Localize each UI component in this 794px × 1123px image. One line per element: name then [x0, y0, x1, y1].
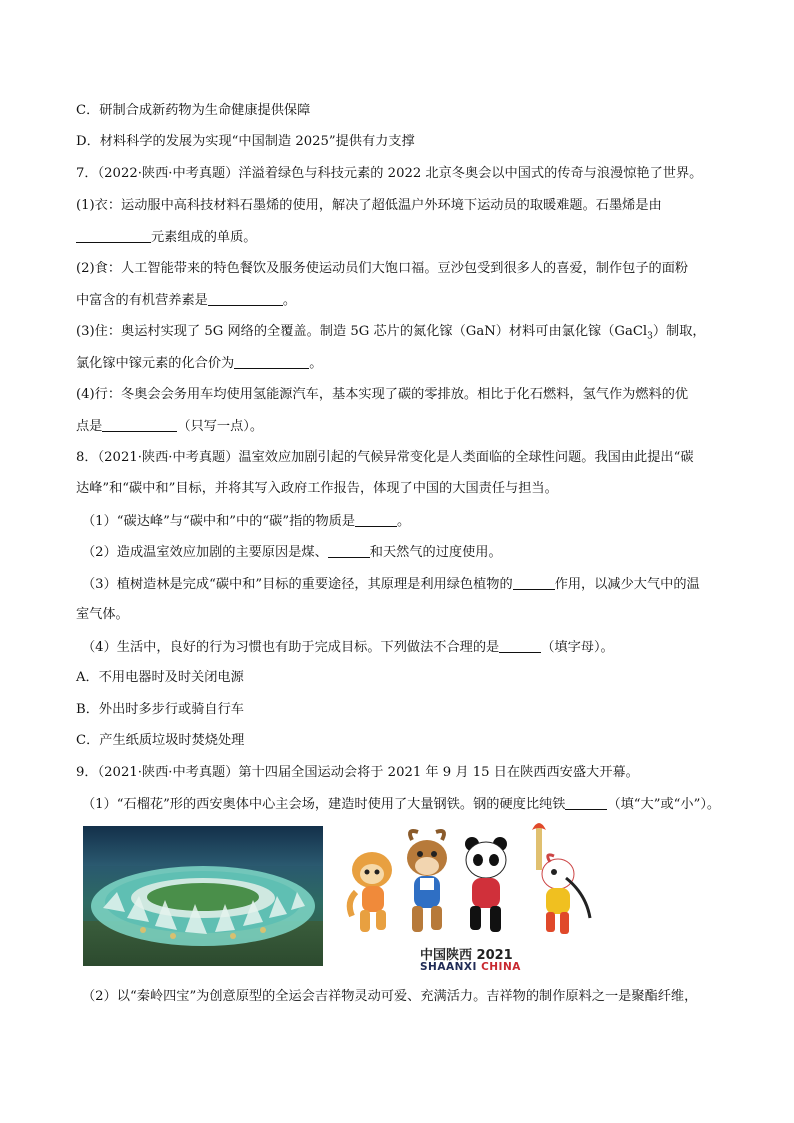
q8-option-b: B．外出时多步行或骑自行车	[76, 702, 244, 717]
q8-part3-line1: （3）植树造林是完成“碳中和”目标的重要途径，其原理是利用绿色植物的 作用，以减少大气中的温	[82, 577, 700, 592]
question-7-stem: 7．（2022·陕西·中考真题）洋溢着绿色与科技元素的 2022 北京冬奥会以中国式的传奇与浪漫惊艳了世界。	[76, 166, 703, 181]
mascot-takin	[407, 831, 447, 932]
answer-blank	[102, 417, 177, 432]
option-c-line: C．研制合成新药物为生命健康提供保障	[76, 103, 311, 118]
answer-blank	[234, 354, 309, 369]
q7-part1-line1: (1)衣：运动服中高科技材料石墨烯的使用，解决了超低温户外环境下运动员的取暖难题。石墨烯是由	[76, 198, 662, 213]
q7-part4-line1: (4)行：冬奥会会务用车均使用氢能源汽车，基本实现了碳的零排放。相比于化石燃料，氢气作为燃料的优	[76, 387, 689, 402]
q7-part3-line2: 氯化镓中镓元素的化合价为 。	[76, 356, 323, 371]
q7-part1-line2: 元素组成的单质。	[76, 228, 724, 247]
mascot-crested-ibis	[532, 823, 590, 934]
q8-part3-line2: 室气体。	[76, 607, 129, 622]
question-8-stem-2: 达峰”和“碳中和”目标，并将其写入政府工作报告，体现了中国的大国责任与担当。	[76, 481, 558, 496]
q8-part1: （1）“碳达峰”与“碳中和”中的“碳”指的物质是 。	[82, 514, 411, 529]
q7-part4-line2: 点是 （只写一点）。	[76, 419, 264, 434]
games-logo-chinese: 中国陕西 2021	[420, 948, 513, 963]
q9-part2: （2）以“秦岭四宝”为创意原型的全运会吉祥物灵动可爱、充满活力。吉祥物的制作原料之一是聚酯纤维，	[82, 989, 698, 1004]
answer-blank	[76, 228, 151, 243]
stadium-photo	[83, 826, 323, 966]
mascot-panda	[465, 837, 507, 932]
q8-part4: （4）生活中，良好的行为习惯也有助于完成目标。下列做法不合理的是 （填字母）。	[82, 640, 614, 655]
q8-option-c: C．产生纸质垃圾时焚烧处理	[76, 733, 245, 748]
answer-blank	[208, 291, 283, 306]
answer-blank	[355, 512, 397, 527]
option-d-line: D．材料科学的发展为实现“中国制造 2025”提供有力支撑	[76, 134, 415, 149]
question-8-stem-1: 8．（2021·陕西·中考真题）温室效应加剧引起的气候异常变化是人类面临的全球性问题。我国由此提出“碳	[76, 450, 694, 465]
answer-blank	[328, 543, 370, 558]
q7-part2-line2: 中富含的有机营养素是 。	[76, 293, 297, 308]
q8-option-a: A．不用电器时及时关闭电源	[76, 670, 244, 685]
q9-part1: （1）“石榴花”形的西安奥体中心主会场，建造时使用了大量钢铁。钢的硬度比纯铁 （填“大”或“小”）。	[82, 797, 721, 812]
games-logo-english: SHAANXI CHINA	[420, 961, 521, 973]
answer-blank	[499, 638, 541, 653]
q8-part2: （2）造成温室效应加剧的主要原因是煤、 和天然气的过度使用。	[82, 545, 502, 560]
stadium-illustration	[83, 826, 323, 966]
question-9-stem: 9．（2021·陕西·中考真题）第十四届全国运动会将于 2021 年 9 月 15 日在陕西西安盛大开幕。	[76, 765, 639, 780]
answer-blank	[513, 575, 555, 590]
answer-blank	[565, 795, 607, 810]
q7-part2-line1: (2)食：人工智能带来的特色餐饮及服务使运动员们大饱口福。豆沙包受到很多人的喜爱，制作包子的面粉	[76, 261, 689, 276]
mascot-golden-monkey	[350, 852, 392, 932]
q7-part3-line1: (3)住：奥运村实现了 5G 网络的全覆盖。制造 5G 芯片的氮化镓（GaN）材料可由氯化镓（GaCl$_3$）制取，	[76, 324, 706, 342]
